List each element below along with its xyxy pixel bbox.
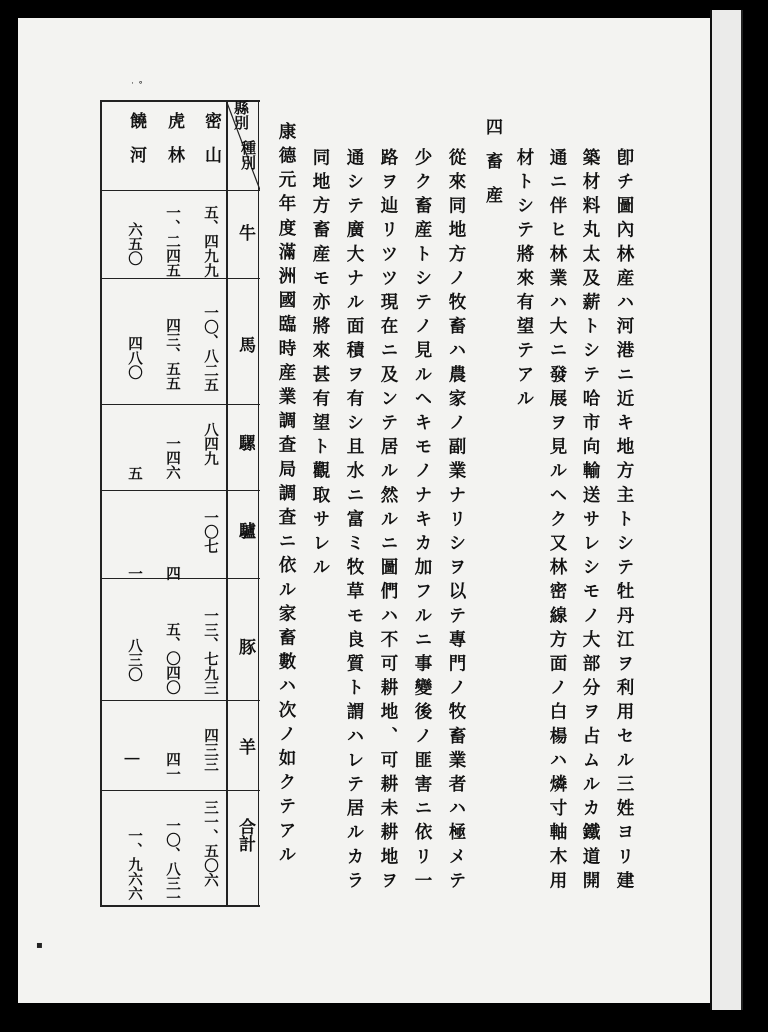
text-column-2: 築材料丸太及薪トシテ哈市向輸送サレシモノ大部分ヲ占ムルカ鐵道開 xyxy=(580,148,600,896)
section-heading: 四 畜 産 xyxy=(482,118,502,203)
text-column-8: 通シテ廣大ナル面積ヲ有シ且水ニ富ミ牧草モ良質ト謂ハレテ居ルカラ xyxy=(344,148,364,896)
row-label-raohe: 饒 河 xyxy=(126,112,146,163)
cell-raohe-total: 一、九六六 xyxy=(126,828,143,901)
row-label-mishan: 密 山 xyxy=(201,112,221,163)
header-total: 合計 xyxy=(235,818,255,852)
text-column-4: 材トシテ將來有望テアル xyxy=(514,148,534,414)
adjacent-page-edge xyxy=(710,10,742,1010)
header-sheep: 羊 xyxy=(235,738,255,755)
cell-mishan-pig: 一三、七九三 xyxy=(202,608,219,695)
scan-speck: ˙ ˚ xyxy=(130,82,144,93)
text-column-7: 路ヲ辿リツツ現在ニ及ンテ居ル然ルニ圖們ハ不可耕地、可耕未耕地ヲ xyxy=(378,148,398,896)
cell-raohe-donkey: 一 xyxy=(126,566,143,581)
text-column-5: 從來同地方ノ牧畜ハ農家ノ副業ナリシヲ以テ專門ノ牧畜業者ハ極メテ xyxy=(446,148,466,896)
cell-raohe-pig: 八三〇 xyxy=(126,638,143,682)
cell-hulin-donkey: 四 xyxy=(164,566,181,581)
text-column-6: 少ク畜産トシテノ見ルヘキモノナキカ加フルニ事變後ノ匪害ニ依リ一 xyxy=(412,148,432,896)
text-column-3: 通ニ伴ヒ林業ハ大ニ發展ヲ見ルヘク又林密線方面ノ白楊ハ燐寸軸木用 xyxy=(547,148,567,896)
table-corner-top: 種別 xyxy=(239,140,257,170)
text-column-1: 卽チ圖內林産ハ河港ニ近キ地方主トシテ牡丹江ヲ利用セル三姓ヨリ建 xyxy=(614,148,634,896)
scan-speck: ▪ xyxy=(36,940,43,951)
cell-hulin-total: 一〇、八三一 xyxy=(164,818,181,905)
cell-mishan-donkey: 一〇七 xyxy=(202,510,219,554)
cell-raohe-horse: 四八〇 xyxy=(126,336,143,380)
cell-hulin-cattle: 一、二四五 xyxy=(164,205,181,278)
cell-raohe-sheep: | xyxy=(124,756,141,762)
header-mule: 騾 xyxy=(235,434,255,451)
text-column-10: 康德元年度滿洲國臨時産業調査局調査ニ依ル家畜數ハ次ノ如クテアル xyxy=(276,122,296,870)
header-pig: 豚 xyxy=(235,638,255,655)
text-column-9: 同地方畜産モ亦將來甚有望ト觀取サレル xyxy=(310,148,330,582)
cell-mishan-horse: 一〇、八二五 xyxy=(202,305,219,392)
row-label-hulin: 虎 林 xyxy=(164,112,184,163)
cell-hulin-sheep: 四一 xyxy=(164,752,181,781)
table-corner-bottom: 縣別 xyxy=(232,100,250,130)
cell-mishan-mule: 八四九 xyxy=(202,422,219,466)
cell-mishan-cattle: 五、四九九 xyxy=(202,205,219,278)
cell-raohe-cattle: 六五〇 xyxy=(126,222,143,266)
cell-hulin-horse: 四三、五五 xyxy=(164,318,181,391)
cell-hulin-mule: 一四六 xyxy=(164,436,181,480)
cell-hulin-pig: 五、〇四〇 xyxy=(164,622,181,695)
header-cattle: 牛 xyxy=(235,224,255,241)
page-edge-line xyxy=(741,10,743,1010)
header-horse: 馬 xyxy=(235,336,255,353)
header-donkey: 驢 xyxy=(235,522,255,539)
cell-mishan-total: 三一、五〇六 xyxy=(202,800,219,887)
cell-mishan-sheep: 四三三 xyxy=(202,728,219,772)
cell-raohe-mule: 五 xyxy=(126,466,143,481)
